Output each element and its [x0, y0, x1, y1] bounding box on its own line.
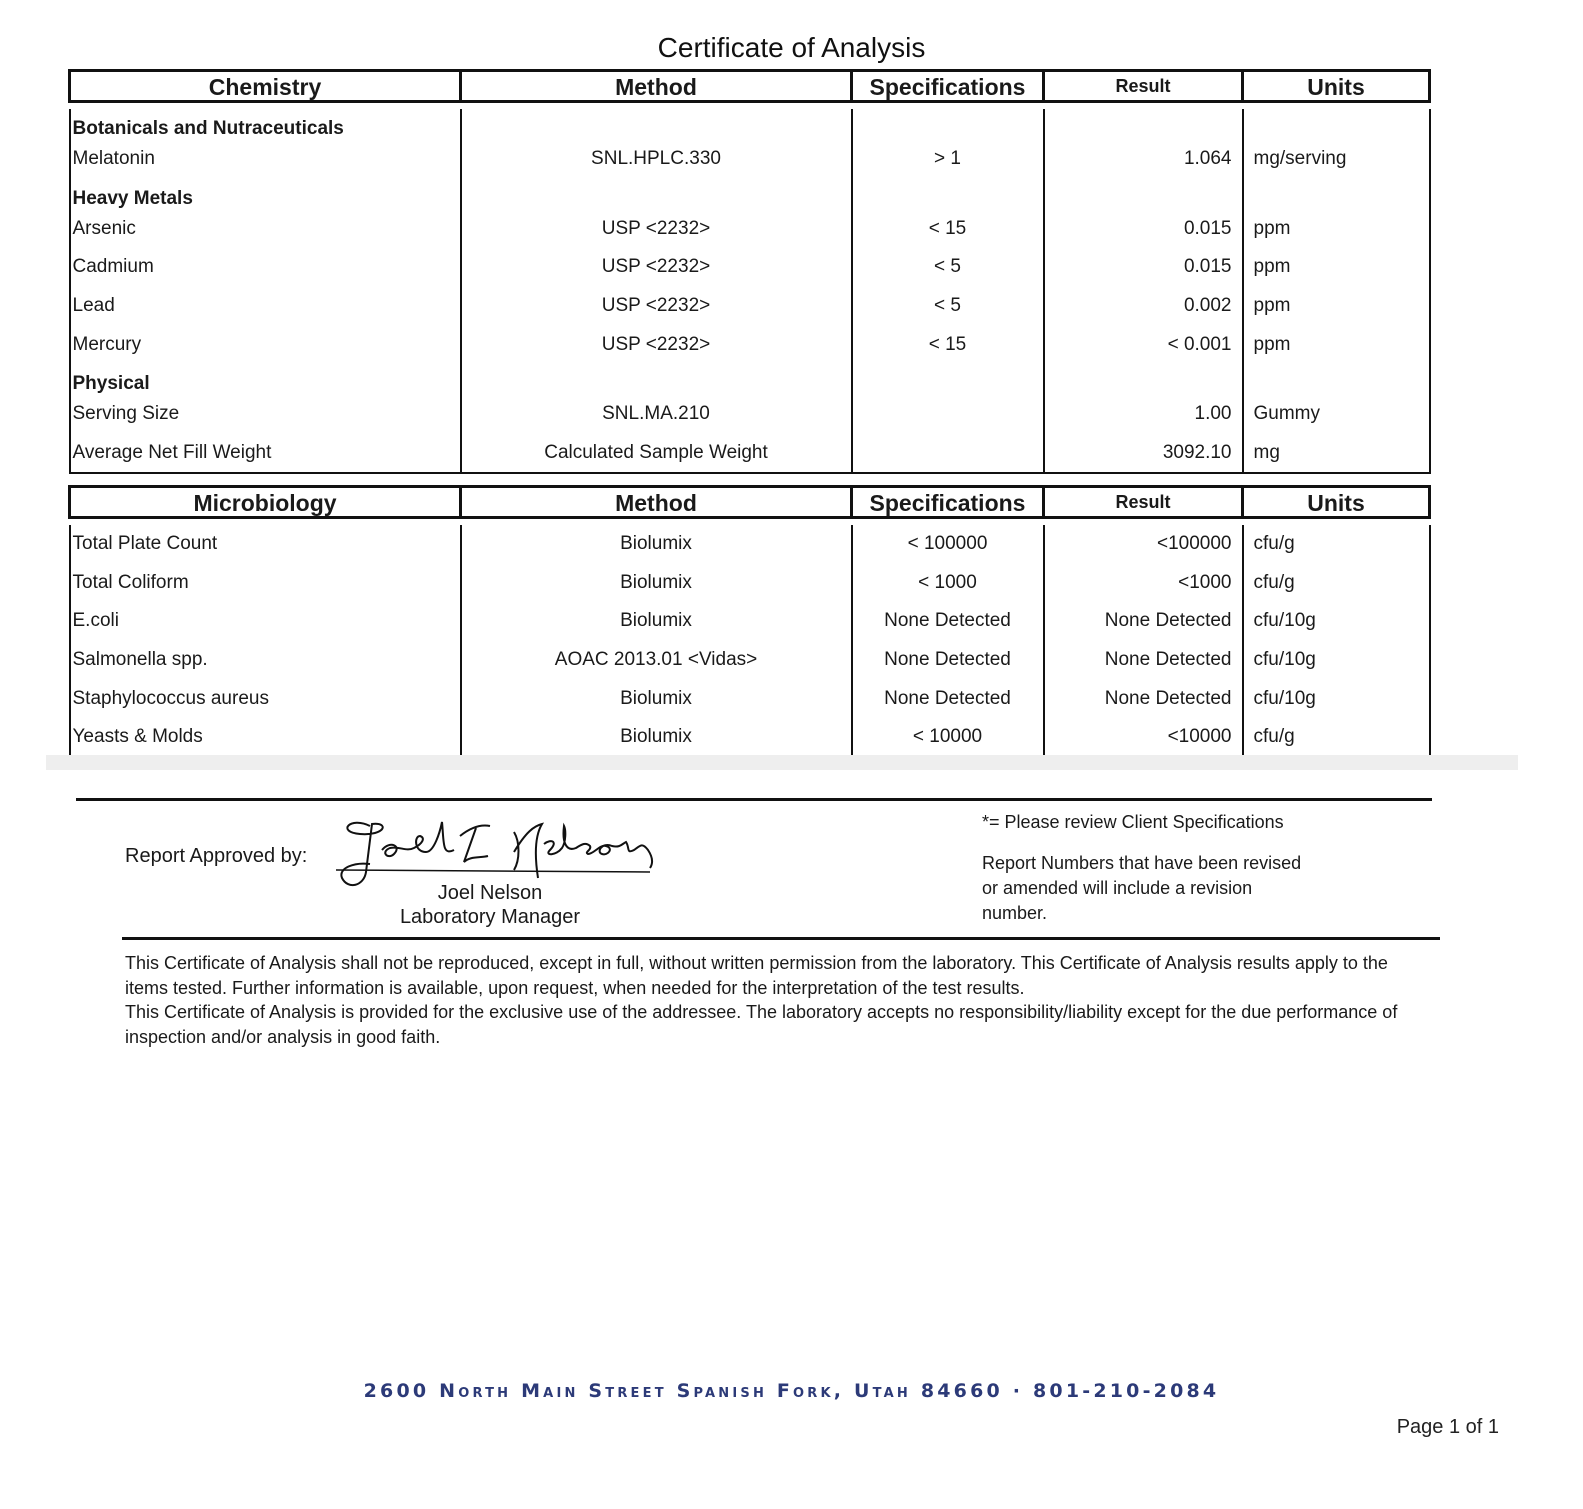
result-cell: None Detected [1044, 679, 1243, 718]
method-cell: USP <2232> [461, 210, 852, 249]
header-specifications: Specifications [852, 71, 1044, 102]
spec-cell: < 15 [852, 325, 1044, 364]
spec-cell: None Detected [852, 679, 1044, 718]
section-title: Heavy Metals [70, 179, 461, 210]
analyte-cell: Lead [70, 287, 461, 326]
empty-cell [1243, 364, 1430, 395]
table-row [70, 525, 1430, 564]
revision-note: Report Numbers that have been revised or amended will include a revision number. [982, 853, 1302, 923]
spec-cell [852, 434, 1044, 474]
method-cell: Biolumix [461, 718, 852, 758]
method-cell: USP <2232> [461, 248, 852, 287]
method-cell: SNL.HPLC.330 [461, 140, 852, 179]
table-row [70, 679, 1430, 718]
analyte-cell: Arsenic [70, 210, 461, 249]
spacer-cell [70, 102, 461, 110]
analyte-cell: Melatonin [70, 140, 461, 179]
signature-image [330, 812, 660, 892]
table-row [70, 718, 1430, 758]
spec-cell: < 5 [852, 248, 1044, 287]
empty-cell [852, 109, 1044, 140]
microbiology-table [68, 485, 1431, 759]
disclaimer [125, 951, 1425, 1049]
spec-cell: < 5 [852, 287, 1044, 326]
spec-cell: < 15 [852, 210, 1044, 249]
result-cell: < 0.001 [1044, 325, 1243, 364]
empty-cell [1243, 179, 1430, 210]
table-row [70, 210, 1430, 249]
spacer-cell [1243, 102, 1430, 110]
result-cell: 0.015 [1044, 210, 1243, 249]
empty-cell [461, 109, 852, 140]
units-cell: mg [1243, 434, 1430, 474]
units-cell: cfu/g [1243, 718, 1430, 758]
microbiology-table-body [70, 518, 1430, 758]
signer-title: Laboratory Manager [399, 906, 581, 928]
units-cell: ppm [1243, 287, 1430, 326]
method-cell: Biolumix [461, 602, 852, 641]
header-microbiology: Microbiology [70, 487, 461, 518]
spec-cell: None Detected [852, 641, 1044, 680]
analyte-cell: Staphylococcus aureus [70, 679, 461, 718]
method-cell: Calculated Sample Weight [461, 434, 852, 474]
result-cell: 1.064 [1044, 140, 1243, 179]
empty-cell [852, 179, 1044, 210]
result-cell: <1000 [1044, 564, 1243, 603]
approved-by-label: Report Approved by: [125, 845, 308, 867]
empty-cell [1044, 364, 1243, 395]
empty-cell [1243, 109, 1430, 140]
units-cell: ppm [1243, 325, 1430, 364]
analyte-cell: Salmonella spp. [70, 641, 461, 680]
spacer-cell [461, 518, 852, 526]
method-cell: SNL.MA.210 [461, 395, 852, 434]
analyte-cell: Yeasts & Molds [70, 718, 461, 758]
divider-line [76, 798, 1432, 801]
result-cell: 3092.10 [1044, 434, 1243, 474]
spec-cell: None Detected [852, 602, 1044, 641]
method-cell: AOAC 2013.01 <Vidas> [461, 641, 852, 680]
analyte-cell: Cadmium [70, 248, 461, 287]
spacer-cell [70, 518, 461, 526]
units-cell: cfu/10g [1243, 602, 1430, 641]
analyte-cell: E.coli [70, 602, 461, 641]
result-cell: <10000 [1044, 718, 1243, 758]
result-cell: None Detected [1044, 602, 1243, 641]
spacer-cell [1044, 102, 1243, 110]
divider-band [46, 755, 1518, 770]
lab-address: 2600 North Main Street Spanish Fork, Utah 84660 · 801-210-2084 [363, 1380, 1220, 1402]
empty-cell [1044, 109, 1243, 140]
spec-cell: < 1000 [852, 564, 1044, 603]
analyte-cell: Average Net Fill Weight [70, 434, 461, 474]
disclaimer-paragraph: This Certificate of Analysis is provided for the exclusive use of the addressee. The laboratory accepts no responsibility/liability except for the due performance of inspection and/or analysis in good faith. [125, 1002, 1398, 1047]
units-cell: ppm [1243, 210, 1430, 249]
page-number: Page 1 of 1 [1396, 1416, 1499, 1438]
empty-cell [461, 364, 852, 395]
units-cell: cfu/g [1243, 564, 1430, 603]
header-result: Result [1044, 71, 1243, 102]
document-title: Certificate of Analysis [657, 32, 926, 63]
empty-cell [852, 364, 1044, 395]
result-cell: 1.00 [1044, 395, 1243, 434]
analyte-cell: Total Plate Count [70, 525, 461, 564]
table-row [70, 287, 1430, 326]
spacer-cell [1044, 518, 1243, 526]
result-cell: 0.015 [1044, 248, 1243, 287]
table-row [70, 395, 1430, 434]
divider-line [122, 937, 1440, 940]
section-row [70, 179, 1430, 210]
disclaimer-paragraph: This Certificate of Analysis shall not be reproduced, except in full, without written permission from the laboratory. This Certificate of Analysis results apply to the items tested. Further information is available, upon request, when needed for the interpretation of the test results. [125, 953, 1388, 998]
spec-cell: < 10000 [852, 718, 1044, 758]
spec-cell [852, 395, 1044, 434]
table-row [70, 602, 1430, 641]
section-row [70, 109, 1430, 140]
microbiology-header-row [70, 487, 1430, 518]
analyte-cell: Serving Size [70, 395, 461, 434]
header-units: Units [1243, 487, 1430, 518]
chemistry-table [68, 69, 1431, 474]
result-cell: 0.002 [1044, 287, 1243, 326]
table-row [70, 248, 1430, 287]
units-cell: cfu/10g [1243, 641, 1430, 680]
section-row [70, 364, 1430, 395]
table-row [70, 325, 1430, 364]
table-row [70, 140, 1430, 179]
table-row [70, 641, 1430, 680]
header-method: Method [461, 71, 852, 102]
units-cell: cfu/g [1243, 525, 1430, 564]
analyte-cell: Total Coliform [70, 564, 461, 603]
header-specifications: Specifications [852, 487, 1044, 518]
chemistry-table-body [70, 102, 1430, 474]
units-cell: ppm [1243, 248, 1430, 287]
spacer-cell [461, 102, 852, 110]
spacer-cell [852, 102, 1044, 110]
units-cell: Gummy [1243, 395, 1430, 434]
spacer-row [70, 518, 1430, 526]
header-method: Method [461, 487, 852, 518]
empty-cell [461, 179, 852, 210]
section-title: Botanicals and Nutraceuticals [70, 109, 461, 140]
spec-cell: > 1 [852, 140, 1044, 179]
spacer-row [70, 102, 1430, 110]
table-row [70, 564, 1430, 603]
client-spec-note: *= Please review Client Specifications [982, 812, 1284, 832]
header-units: Units [1243, 71, 1430, 102]
result-cell: None Detected [1044, 641, 1243, 680]
method-cell: Biolumix [461, 564, 852, 603]
spec-cell: < 100000 [852, 525, 1044, 564]
section-title: Physical [70, 364, 461, 395]
result-cell: <100000 [1044, 525, 1243, 564]
signer-name: Joel Nelson [437, 882, 543, 904]
units-cell: mg/serving [1243, 140, 1430, 179]
method-cell: Biolumix [461, 525, 852, 564]
spacer-cell [852, 518, 1044, 526]
method-cell: USP <2232> [461, 287, 852, 326]
header-result: Result [1044, 487, 1243, 518]
method-cell: USP <2232> [461, 325, 852, 364]
method-cell: Biolumix [461, 679, 852, 718]
spacer-cell [1243, 518, 1430, 526]
empty-cell [1044, 179, 1243, 210]
analyte-cell: Mercury [70, 325, 461, 364]
units-cell: cfu/10g [1243, 679, 1430, 718]
chemistry-header-row [70, 71, 1430, 102]
table-row [70, 434, 1430, 474]
header-chemistry: Chemistry [70, 71, 461, 102]
